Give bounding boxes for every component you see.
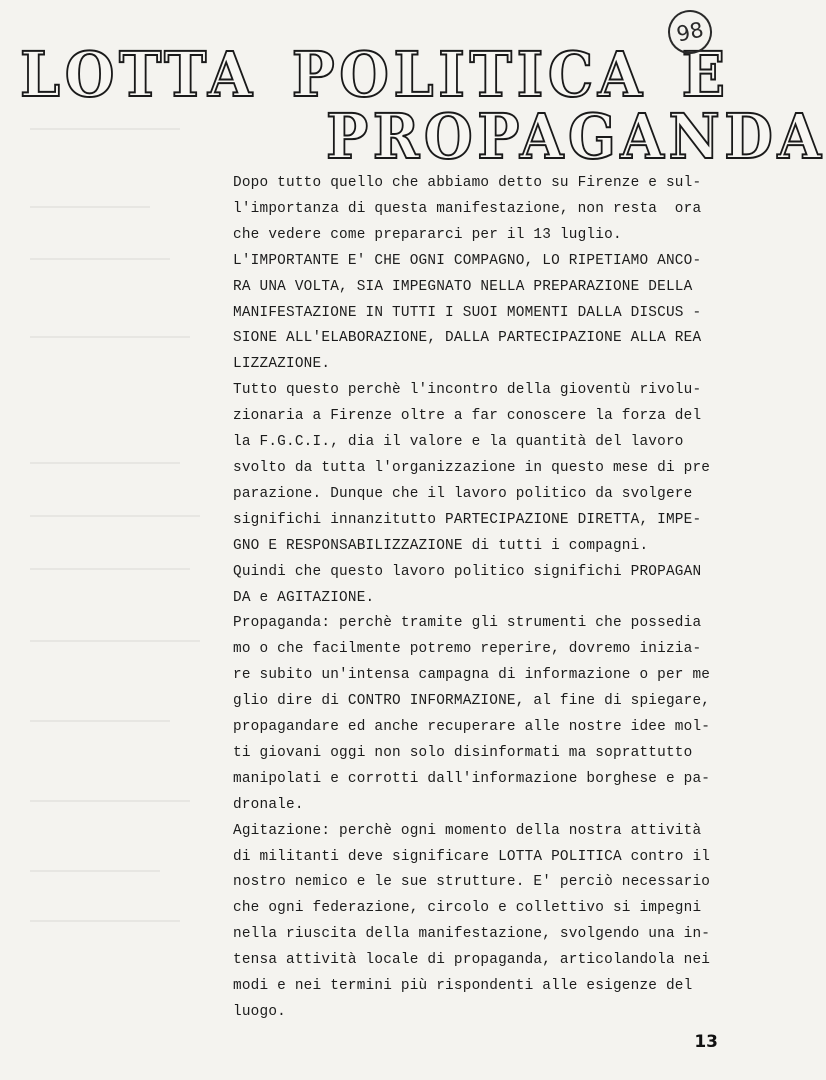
paragraph: Dopo tutto quello che abbiamo detto su Firenze e sul- l'importanza di questa manifestazione, non resta ora che vedere come prepararci per il 13 luglio. — [233, 175, 702, 243]
bleed-through-line — [30, 258, 170, 260]
title-word: POLITICA — [291, 38, 647, 111]
paragraph: L'IMPORTANTE E' CHE OGNI COMPAGNO, LO RIPETIAMO ANCO- RA UNA VOLTA, SIA IMPEGNATO NELLA PREPARAZIONE DELLA MANIFESTAZIONE IN TUTTI I SUOI MOMENTI DALLA DISCUS - SIONE ALL'ELABORAZIONE, DALLA PARTECIPAZIONE ALLA REA LIZZAZIONE. — [233, 252, 702, 373]
bleed-through-line — [30, 640, 200, 642]
article-body — [233, 171, 723, 1026]
bleed-through-line — [30, 128, 180, 130]
bleed-through-line — [30, 920, 180, 922]
bleed-through-line — [30, 515, 200, 517]
bleed-through-line — [30, 870, 160, 872]
bleed-through-line — [30, 800, 190, 802]
title-word: E — [681, 38, 730, 111]
page-title-line-1 — [20, 38, 730, 111]
bleed-through-line — [30, 568, 190, 570]
handwritten-page-annotation: 98 — [664, 6, 716, 58]
page-title-line-2: PROPAGANDA — [326, 100, 826, 173]
paragraph: Quindi che questo lavoro politico significhi PROPAGAN DA e AGITAZIONE. — [233, 563, 702, 606]
page-number: 13 — [694, 1032, 718, 1052]
bleed-through-line — [30, 720, 170, 722]
paragraph: Propaganda: perchè tramite gli strumenti che possedia mo o che facilmente potremo reperire, dovremo inizia- re subito un'intensa campagna di informazione o per me glio dire di CONTRO INFORMAZIONE, al fine di spiegare, propagandare ed anche recuperare alle nostre idee mol- ti giovani oggi non solo disinformati ma soprattutto manipolati e corrotti dall'informazione borghese e pa- dronale. — [233, 615, 711, 813]
bleed-through-line — [30, 336, 190, 338]
bleed-through-line — [30, 462, 180, 464]
paragraph: Tutto questo perchè l'incontro della gioventù rivolu- zionaria a Firenze oltre a far conoscere la forza del la F.G.C.I., dia il valore e la quantità del lavoro svolto da tutta l'organizzazione in questo mese di pre parazione. Dunque che il lavoro politico da svolgere significhi innanzitutto PARTECIPAZIONE DIRETTA, IMPE- GNO E RESPONSABILIZZAZIONE di tutti i compagni. — [233, 382, 711, 554]
paragraph: Agitazione: perchè ogni momento della nostra attività di militanti deve significare LOTTA POLITICA contro il nostro nemico e le sue strutture. E' perciò necessario che ogni federazione, circolo e collettivo si impegni nella riuscita della manifestazione, svolgendo una in- tensa attività locale di propaganda, articolandola nei modi e nei termini più rispondenti alle esigenze del luogo. — [233, 822, 711, 1020]
bleed-through-line — [30, 206, 150, 208]
title-word: LOTTA — [20, 38, 257, 111]
